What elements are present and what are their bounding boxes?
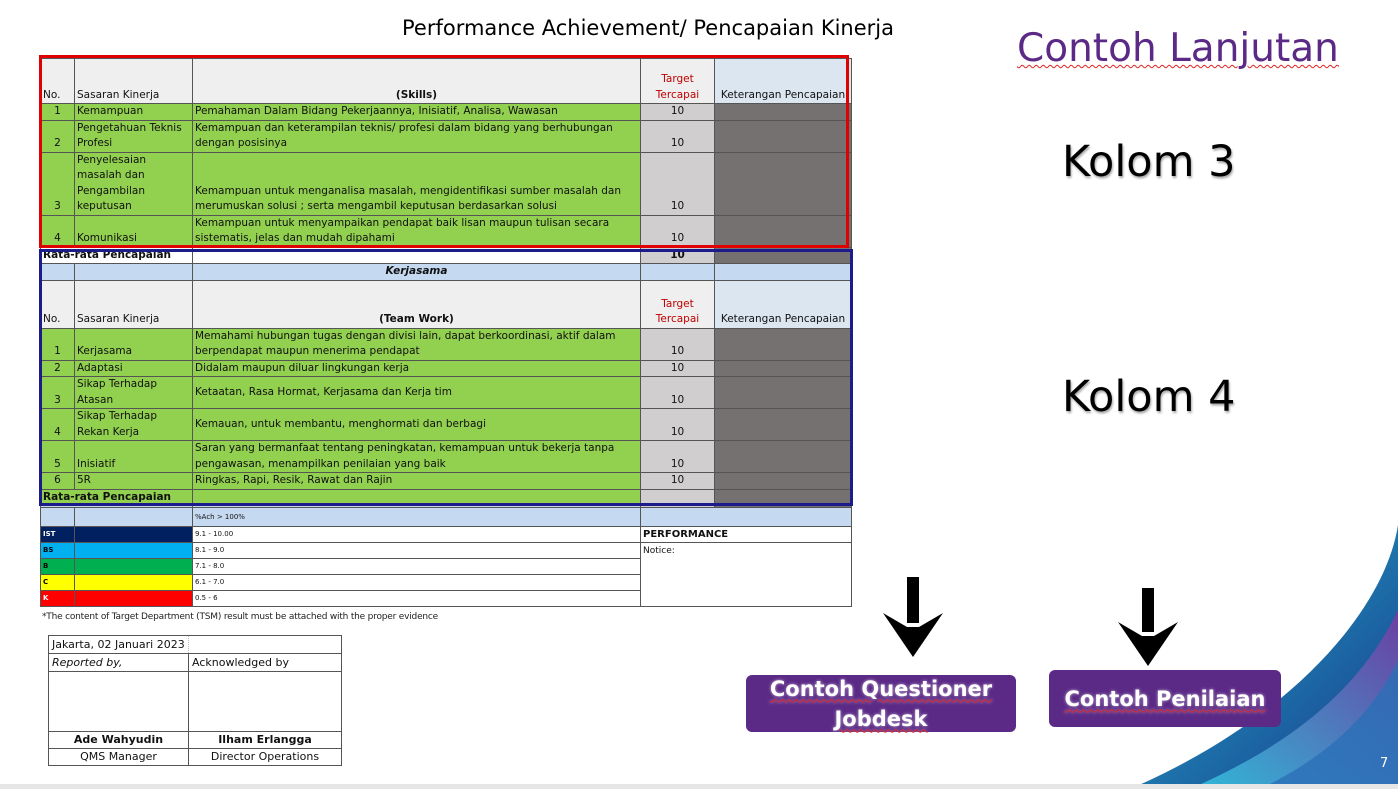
table-row xyxy=(41,473,852,490)
average-keterangan xyxy=(715,489,852,506)
signer-name-1: Ade Wahyudin xyxy=(49,732,189,749)
blank-cell xyxy=(715,264,852,281)
row-desc: Ringkas, Rapi, Resik, Rawat dan Rajin xyxy=(193,473,641,490)
range-code: BS xyxy=(41,543,75,559)
row-target[interactable]: 10 xyxy=(641,152,715,215)
table-row xyxy=(41,409,852,441)
row-keterangan[interactable] xyxy=(715,377,852,409)
average-label: Rata-rata Pencapaian xyxy=(41,489,193,506)
blank-cell xyxy=(41,508,75,527)
row-target[interactable]: 10 xyxy=(641,473,715,490)
range-row xyxy=(41,527,852,543)
row-sasaran: Adaptasi xyxy=(75,360,193,377)
table-row xyxy=(41,215,852,247)
row-desc: Saran yang bermanfaat tentang peningkatan, kemampuan untuk bekerja tanpa pengawasan, menampilkan penilaian yang baik xyxy=(193,441,641,473)
row-target[interactable]: 10 xyxy=(641,377,715,409)
blank-cell xyxy=(75,508,193,527)
average-empty xyxy=(193,489,641,506)
range-swatch xyxy=(75,543,193,559)
acknowledged-by-label: Acknowledged by xyxy=(189,654,342,672)
blank-cell xyxy=(41,264,75,281)
row-keterangan[interactable] xyxy=(715,409,852,441)
row-no: 2 xyxy=(41,360,75,377)
row-sasaran: 5R xyxy=(75,473,193,490)
header-teamwork: (Team Work) xyxy=(193,280,641,328)
signature-space-1[interactable] xyxy=(49,672,189,732)
row-no: 3 xyxy=(41,377,75,409)
kerjasama-title: Kerjasama xyxy=(193,264,641,281)
row-target[interactable]: 10 xyxy=(641,120,715,152)
row-sasaran: Kemampuan xyxy=(75,104,193,121)
row-keterangan[interactable] xyxy=(715,441,852,473)
table-row xyxy=(41,377,852,409)
performance-sheet xyxy=(40,58,852,523)
range-swatch xyxy=(75,527,193,543)
row-keterangan[interactable] xyxy=(715,104,852,121)
blank-cell xyxy=(641,508,852,527)
signer-role-2: Director Operations xyxy=(189,749,342,766)
row-sasaran: Inisiatif xyxy=(75,441,193,473)
evaluation-range-table xyxy=(40,507,852,607)
range-value: 9.1 - 10.00 xyxy=(193,527,641,543)
row-sasaran: Sikap Terhadap Rekan Kerja xyxy=(75,409,193,441)
average-value xyxy=(641,489,715,506)
row-desc: Ketaatan, Rasa Hormat, Kerjasama dan Kerja tim xyxy=(193,377,641,409)
average-value: 10 xyxy=(641,247,715,264)
arrow-down-icon xyxy=(883,577,943,659)
kerjasama-title-row xyxy=(41,264,852,281)
header-no: No. xyxy=(41,59,75,104)
signer-name-2: Ilham Erlangga xyxy=(189,732,342,749)
header-skills: (Skills) xyxy=(193,59,641,104)
place-date: Jakarta, 02 Januari 2023 xyxy=(49,636,189,654)
range-swatch xyxy=(75,575,193,591)
row-desc: Kemampuan dan keterampilan teknis/ profesi dalam bidang yang berhubungan dengan posisinya xyxy=(193,120,641,152)
range-top-row xyxy=(41,508,852,527)
range-code: C xyxy=(41,575,75,591)
notice-box[interactable]: Notice: xyxy=(641,543,852,607)
row-no: 1 xyxy=(41,104,75,121)
kolom-3-label: Kolom 3 xyxy=(1062,137,1236,187)
row-sasaran: Komunikasi xyxy=(75,215,193,247)
row-sasaran: Penyelesaian masalah dan Pengambilan keputusan xyxy=(75,152,193,215)
range-value: 0.5 - 6 xyxy=(193,591,641,607)
contoh-lanjutan-title: Contoh Lanjutan xyxy=(1017,26,1339,71)
teamwork-header-row xyxy=(41,280,852,328)
button-label-line1: Contoh Questioner xyxy=(769,676,993,701)
reported-by-label: Reported by, xyxy=(49,654,189,672)
row-no: 5 xyxy=(41,441,75,473)
skills-average-row xyxy=(41,247,852,264)
table-row xyxy=(41,328,852,360)
page-number: 7 xyxy=(1380,756,1389,771)
row-target[interactable]: 10 xyxy=(641,441,715,473)
row-no: 2 xyxy=(41,120,75,152)
row-no: 6 xyxy=(41,473,75,490)
row-target[interactable]: 10 xyxy=(641,360,715,377)
range-swatch xyxy=(75,591,193,607)
average-label: Rata-rata Pencapaian xyxy=(41,247,193,264)
skills-header-row xyxy=(41,59,852,104)
teamwork-average-row xyxy=(41,489,852,506)
signer-role-1: QMS Manager xyxy=(49,749,189,766)
row-desc: Kemampuan untuk menganalisa masalah, mengidentifikasi sumber masalah dan merumuskan solusi ; serta mengambil keputusan berdasarkan solusi xyxy=(193,152,641,215)
row-keterangan[interactable] xyxy=(715,215,852,247)
range-swatch xyxy=(75,559,193,575)
row-no: 3 xyxy=(41,152,75,215)
row-desc: Pemahaman Dalam Bidang Pekerjaannya, Inisiatif, Analisa, Wawasan xyxy=(193,104,641,121)
table-row xyxy=(41,441,852,473)
signature-space-2[interactable] xyxy=(189,672,342,732)
signature-block xyxy=(48,635,342,766)
header-keterangan: Keterangan Pencapaian xyxy=(715,280,852,328)
row-target[interactable]: 10 xyxy=(641,215,715,247)
slide-title: Performance Achievement/ Pencapaian Kinerja xyxy=(402,16,894,40)
header-target: Target Tercapai xyxy=(641,280,715,328)
contoh-questioner-jobdesk-button[interactable] xyxy=(746,675,1016,732)
footnote: *The content of Target Department (TSM) result must be attached with the proper evidence xyxy=(42,612,438,622)
button-label: Contoh Penilaian xyxy=(1064,686,1266,711)
header-no: No. xyxy=(41,280,75,328)
header-sasaran: Sasaran Kinerja xyxy=(75,59,193,104)
row-desc: Didalam maupun diluar lingkungan kerja xyxy=(193,360,641,377)
row-target[interactable]: 10 xyxy=(641,104,715,121)
row-no: 4 xyxy=(41,409,75,441)
row-keterangan[interactable] xyxy=(715,360,852,377)
blank-cell xyxy=(641,264,715,281)
kolom-4-label: Kolom 4 xyxy=(1062,372,1236,422)
row-keterangan[interactable] xyxy=(715,120,852,152)
bottom-bar xyxy=(0,784,1398,789)
row-target[interactable]: 10 xyxy=(641,328,715,360)
blank-cell xyxy=(189,636,342,654)
blank-cell xyxy=(75,264,193,281)
row-target[interactable]: 10 xyxy=(641,409,715,441)
row-keterangan[interactable] xyxy=(715,152,852,215)
row-keterangan[interactable] xyxy=(715,473,852,490)
range-top-label: %Ach > 100% xyxy=(193,508,641,527)
range-value: 8.1 - 9.0 xyxy=(193,543,641,559)
row-desc: Memahami hubungan tugas dengan divisi lain, dapat berkoordinasi, aktif dalam berpendapat maupun menerima pendapat xyxy=(193,328,641,360)
performance-label: PERFORMANCE xyxy=(641,527,852,543)
range-code: K xyxy=(41,591,75,607)
header-target: Target Tercapai xyxy=(641,59,715,104)
average-keterangan xyxy=(715,247,852,264)
range-code: B xyxy=(41,559,75,575)
row-no: 4 xyxy=(41,215,75,247)
row-sasaran: Pengetahuan Teknis Profesi xyxy=(75,120,193,152)
button-label-line2: Jobdesk xyxy=(834,706,928,731)
header-sasaran: Sasaran Kinerja xyxy=(75,280,193,328)
contoh-penilaian-button[interactable] xyxy=(1049,670,1281,727)
table-row xyxy=(41,120,852,152)
row-sasaran: Kerjasama xyxy=(75,328,193,360)
row-desc: Kemauan, untuk membantu, menghormati dan berbagi xyxy=(193,409,641,441)
range-row xyxy=(41,543,852,559)
arrow-down-icon xyxy=(1118,588,1178,668)
table-row xyxy=(41,152,852,215)
row-keterangan[interactable] xyxy=(715,328,852,360)
row-no: 1 xyxy=(41,328,75,360)
table-row xyxy=(41,360,852,377)
average-empty xyxy=(193,247,641,264)
range-value: 6.1 - 7.0 xyxy=(193,575,641,591)
header-keterangan: Keterangan Pencapaian xyxy=(715,59,852,104)
range-code: IST xyxy=(41,527,75,543)
row-desc: Kemampuan untuk menyampaikan pendapat baik lisan maupun tulisan secara sistematis, jelas dan mudah dipahami xyxy=(193,215,641,247)
range-value: 7.1 - 8.0 xyxy=(193,559,641,575)
table-row xyxy=(41,104,852,121)
row-sasaran: Sikap Terhadap Atasan xyxy=(75,377,193,409)
